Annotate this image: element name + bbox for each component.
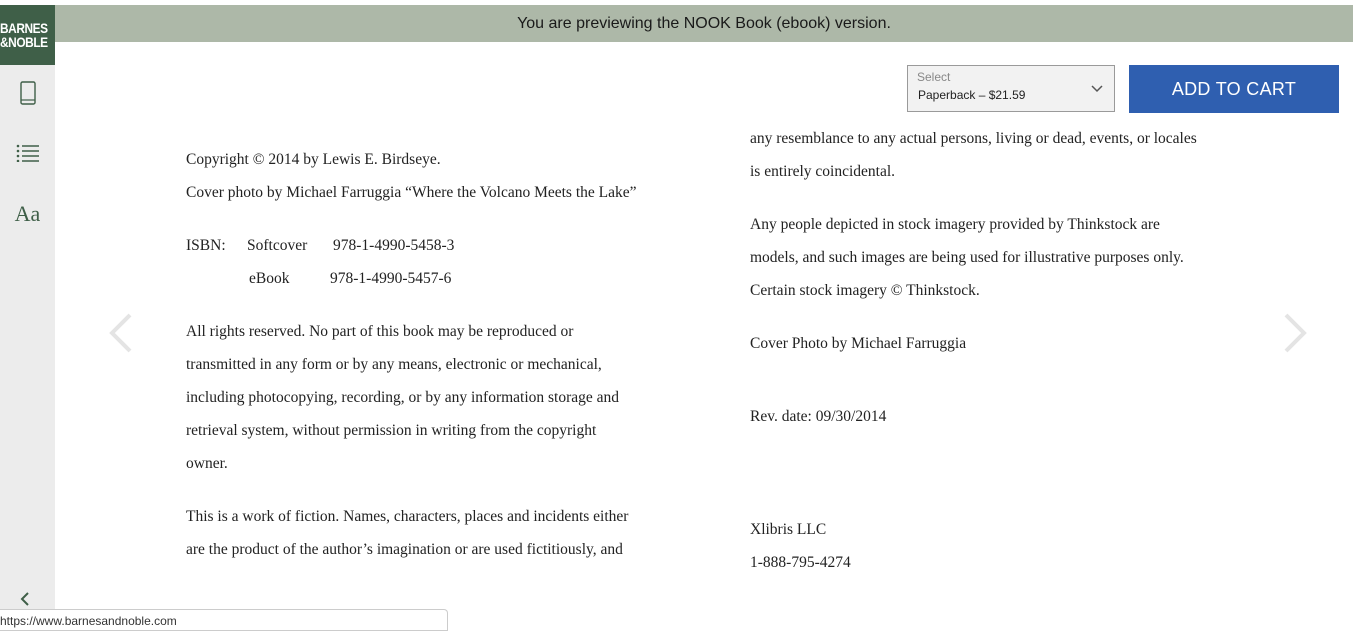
isbn-format: eBook (249, 270, 290, 287)
status-url: https://www.barnesandnoble.com (0, 614, 177, 628)
format-select-label: Select (917, 70, 951, 84)
sidebar-item-font-settings[interactable] (0, 194, 55, 234)
chevron-right-icon (1281, 310, 1311, 356)
spacer (750, 433, 1270, 513)
spacer (750, 307, 1270, 327)
stock-line: models, and such images are being used for illustrative purposes only. (750, 249, 1184, 266)
cover-photo-credit: Cover Photo by Michael Farruggia (750, 335, 967, 352)
isbn-format: Softcover (247, 237, 308, 254)
spacer (186, 209, 686, 229)
resemblance-line: any resemblance to any actual persons, living or dead, events, or locales (750, 130, 1197, 147)
fiction-line: are the product of the author’s imagination or are used fictitiously, and (186, 541, 623, 558)
rights-line: including photocopying, recording, or by any information storage and (186, 389, 620, 406)
isbn-label-spacer (186, 262, 249, 295)
next-page-button[interactable] (1281, 310, 1311, 356)
format-select[interactable] (907, 65, 1115, 112)
rights-line: transmitted in any form or by any means, electronic or mechanical, (186, 356, 602, 373)
resemblance-line: is entirely coincidental. (750, 163, 896, 180)
chevron-down-icon (1090, 81, 1104, 95)
book-icon (19, 81, 37, 105)
preview-banner-text: You are previewing the NOOK Book (ebook) version. (517, 14, 891, 32)
logo-line-2: &NOBLE (0, 34, 48, 50)
spacer (750, 188, 1270, 208)
isbn-number: 978-1-4990-5458-3 (333, 237, 455, 254)
isbn-number: 978-1-4990-5457-6 (330, 270, 452, 287)
right-page (750, 122, 1270, 579)
sidebar-collapse-button[interactable] (14, 588, 36, 610)
reader-sidebar (0, 5, 55, 631)
publisher-name: Xlibris LLC (750, 521, 827, 538)
prev-page-button[interactable] (105, 310, 135, 356)
stock-line: Any people depicted in stock imagery provided by Thinkstock are (750, 216, 1160, 233)
sidebar-item-book[interactable] (0, 73, 55, 113)
copyright-line: Copyright © 2014 by Lewis E. Birdseye. (186, 151, 441, 168)
chevron-left-icon (105, 310, 135, 356)
add-to-cart-label: ADD TO CART (1171, 78, 1297, 99)
rights-line: All rights reserved. No part of this book may be reproduced or (186, 323, 574, 340)
cover-photo-line: Cover photo by Michael Farruggia “Where the Volcano Meets the Lake” (186, 184, 637, 201)
spacer (186, 295, 686, 315)
isbn-row (186, 262, 686, 295)
logo-line-1: BARNES (0, 20, 48, 36)
chevron-left-icon (14, 588, 36, 610)
spacer (186, 480, 686, 500)
preview-banner (55, 5, 1353, 42)
isbn-row (186, 229, 686, 262)
barnes-noble-logo[interactable] (0, 5, 55, 65)
fiction-line: This is a work of fiction. Names, characters, places and incidents either (186, 508, 629, 525)
left-page (186, 143, 686, 566)
isbn-label: ISBN: (186, 237, 226, 254)
spacer (750, 360, 1270, 400)
list-icon (16, 144, 40, 162)
add-to-cart-button[interactable] (1129, 65, 1339, 113)
rev-date: Rev. date: 09/30/2014 (750, 408, 887, 425)
rights-line: owner. (186, 455, 228, 472)
font-settings-icon: Aa (14, 201, 41, 226)
format-select-value: Paperback – $21.59 (918, 88, 1026, 102)
sidebar-item-contents[interactable] (0, 133, 55, 173)
stock-line: Certain stock imagery © Thinkstock. (750, 282, 980, 299)
publisher-phone: 1-888-795-4274 (750, 554, 851, 571)
browser-status-bar (0, 609, 448, 631)
rights-line: retrieval system, without permission in writing from the copyright (186, 422, 597, 439)
